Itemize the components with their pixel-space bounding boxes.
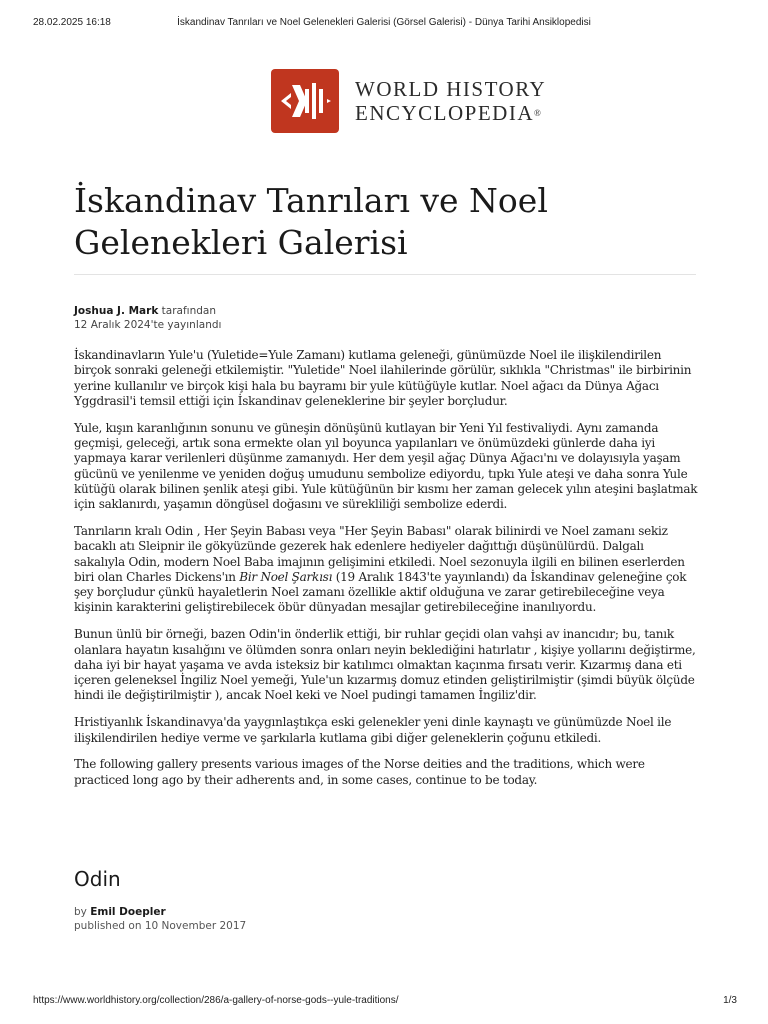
book-title: Bir Noel Şarkısı	[239, 569, 333, 584]
paragraph-6: The following gallery presents various images of the Norse deities and the traditions, which were practiced long ago by their adherents and, in some cases, continue to be today.	[74, 757, 645, 787]
author-suffix: tarafından	[158, 305, 216, 317]
gallery-publish-date: published on 10 November 2017	[74, 920, 247, 932]
print-header	[0, 17, 768, 31]
article-title-line-2: Gelenekleri Galerisi	[74, 223, 408, 262]
gallery-item-byline	[74, 905, 246, 933]
logo-line-2	[355, 101, 546, 125]
print-url[interactable]: https://www.worldhistory.org/collection/286/a-gallery-of-norse-gods--yule-traditions/	[33, 995, 399, 1006]
site-logo[interactable]	[271, 69, 561, 133]
article-title-line-1: İskandinav Tanrıları ve Noel	[74, 181, 548, 220]
paragraph-3-part-1: Tanrıların kralı Odin , Her Şeyin Babası veya "Her Şeyin Babası" olarak bilinirdi ve Noel zamanı sekiz bacaklı atı Sleipnir ile gökyüzünde gezerek hak edenlere hediyeler dağıttığı düşünülürdü. Dalgalı sakalıyla Odin, modern Noel Baba imajının gelişimini etkiledi. Noel sezonuyla ilgili en bilinen eserlerden biri olan Charles Dickens'ın	[74, 523, 685, 584]
paragraph-3-part-2: (19 Aralık 1843'te yayınlandı) da İskandinav geleneğine çok şey borçludur çünkü hayaletlerin Noel zamanı özellikle aktif olduğuna ve zarar getirebileceğine veya kişinin karakterini geliştirebilecek öbür dünyadan mesajlar getirebileceğine inanılıyordu.	[74, 569, 687, 615]
paragraph-5: Hristiyanlık İskandinavya'da yaygınlaştıkça eski gelenekler yeni dinle kaynaştı ve günümüzde Noel ile ilişkilendirilen hediye verme ve şarkılarla kutlama gibi diğer geleneklerin çoğunu etkiledi.	[74, 715, 672, 745]
page-number: 1/3	[723, 995, 737, 1006]
world-history-encyclopedia-logo-icon	[271, 69, 339, 133]
article-title	[74, 180, 694, 264]
gallery-author-line	[74, 905, 246, 919]
author-line	[74, 304, 221, 318]
paragraph-3	[74, 524, 698, 616]
author-name[interactable]: Joshua J. Mark	[74, 305, 159, 317]
article-byline	[74, 304, 221, 332]
title-divider	[74, 274, 696, 275]
gallery-author-name[interactable]: Emil Doepler	[90, 906, 166, 918]
gallery-by-prefix: by	[74, 906, 91, 918]
logo-wordmark	[355, 77, 546, 125]
print-page-title: İskandinav Tanrıları ve Noel Gelenekleri Galerisi (Görsel Galerisi) - Dünya Tarihi Ansiklopedisi	[177, 17, 591, 28]
print-datetime: 28.02.2025 16:18	[33, 17, 111, 28]
print-footer	[0, 995, 768, 1009]
logo-line-2-text: ENCYCLOPEDIA	[355, 101, 534, 125]
paragraph-1: İskandinavların Yule'u (Yuletide=Yule Zamanı) kutlama geleneği, günümüzde Noel ile ilişkilendirilen birçok sonraki geleneği etkilemiştir. "Yuletide" Noel ilahilerinde görülür, sıklıkla "Christmas" ile birbirinin yerine kullanılır ve birçok kişi hala bu bayramı bir yule kütüğüyle kutlar. Noel ağacı da Dünya Ağacı Yggdrasil'i temsil ettiği için İskandinav geleneklerine bir şeyler borçludur.	[74, 348, 692, 408]
registered-mark: ®	[534, 108, 541, 118]
publish-date: 12 Aralık 2024'te yayınlandı	[74, 319, 222, 331]
gallery-item-title: Odin	[74, 867, 121, 891]
paragraph-2: Yule, kışın karanlığının sonunu ve güneşin dönüşünü kutlayan bir Yeni Yıl festivaliydi. Aynı zamanda geçmişi, geleceği, artık sona ermekte olan yıl boyunca yapılanları ve önümüzdeki günlerde daha iyi yapmaya karar verilenleri düşünme zamanıydı. Her dem yeşil ağaç Dünya Ağacı'nı ve dolayısıyla yaşam gücünü ve yenilenme ve yeniden doğuş umudunu sembolize ediyordu, tıpkı Yule ateşi ve daha sonra Yule kütüğü olarak bilinen şenlik ateşi gibi. Yule kütüğünün bir kısmı her zaman gelecek yılın ateşini başlatmak için saklanırdı, yaşamın döngüsel doğasını ve sürekliliği sembolize ederdi.	[74, 420, 698, 512]
article-body	[74, 348, 698, 799]
paragraph-4: Bunun ünlü bir örneği, bazen Odin'in önderlik ettiği, bir ruhlar geçidi olan vahşi av inancıdır; bu, tanık olanlara hayatın kısalığını ve ölümden sonra onları neyin beklediğini hatırlatır , kişiye yollarını değiştirme, daha iyi bir hayat yaşama ve avda isteksiz bir katılımcı olmaktan kaçınma fırsatı verir. Kızarmış dana eti içeren geleneksel İngiliz Noel yemeği, Yule'un kızarmış domuz etinden geliştirilmiştir (şimdi büyük ölçüde hindi ile değiştirilmiştir ), ancak Noel keki ve Noel pudingi tamamen İngiliz'dir.	[74, 627, 696, 703]
logo-line-1: WORLD HISTORY	[355, 77, 547, 101]
